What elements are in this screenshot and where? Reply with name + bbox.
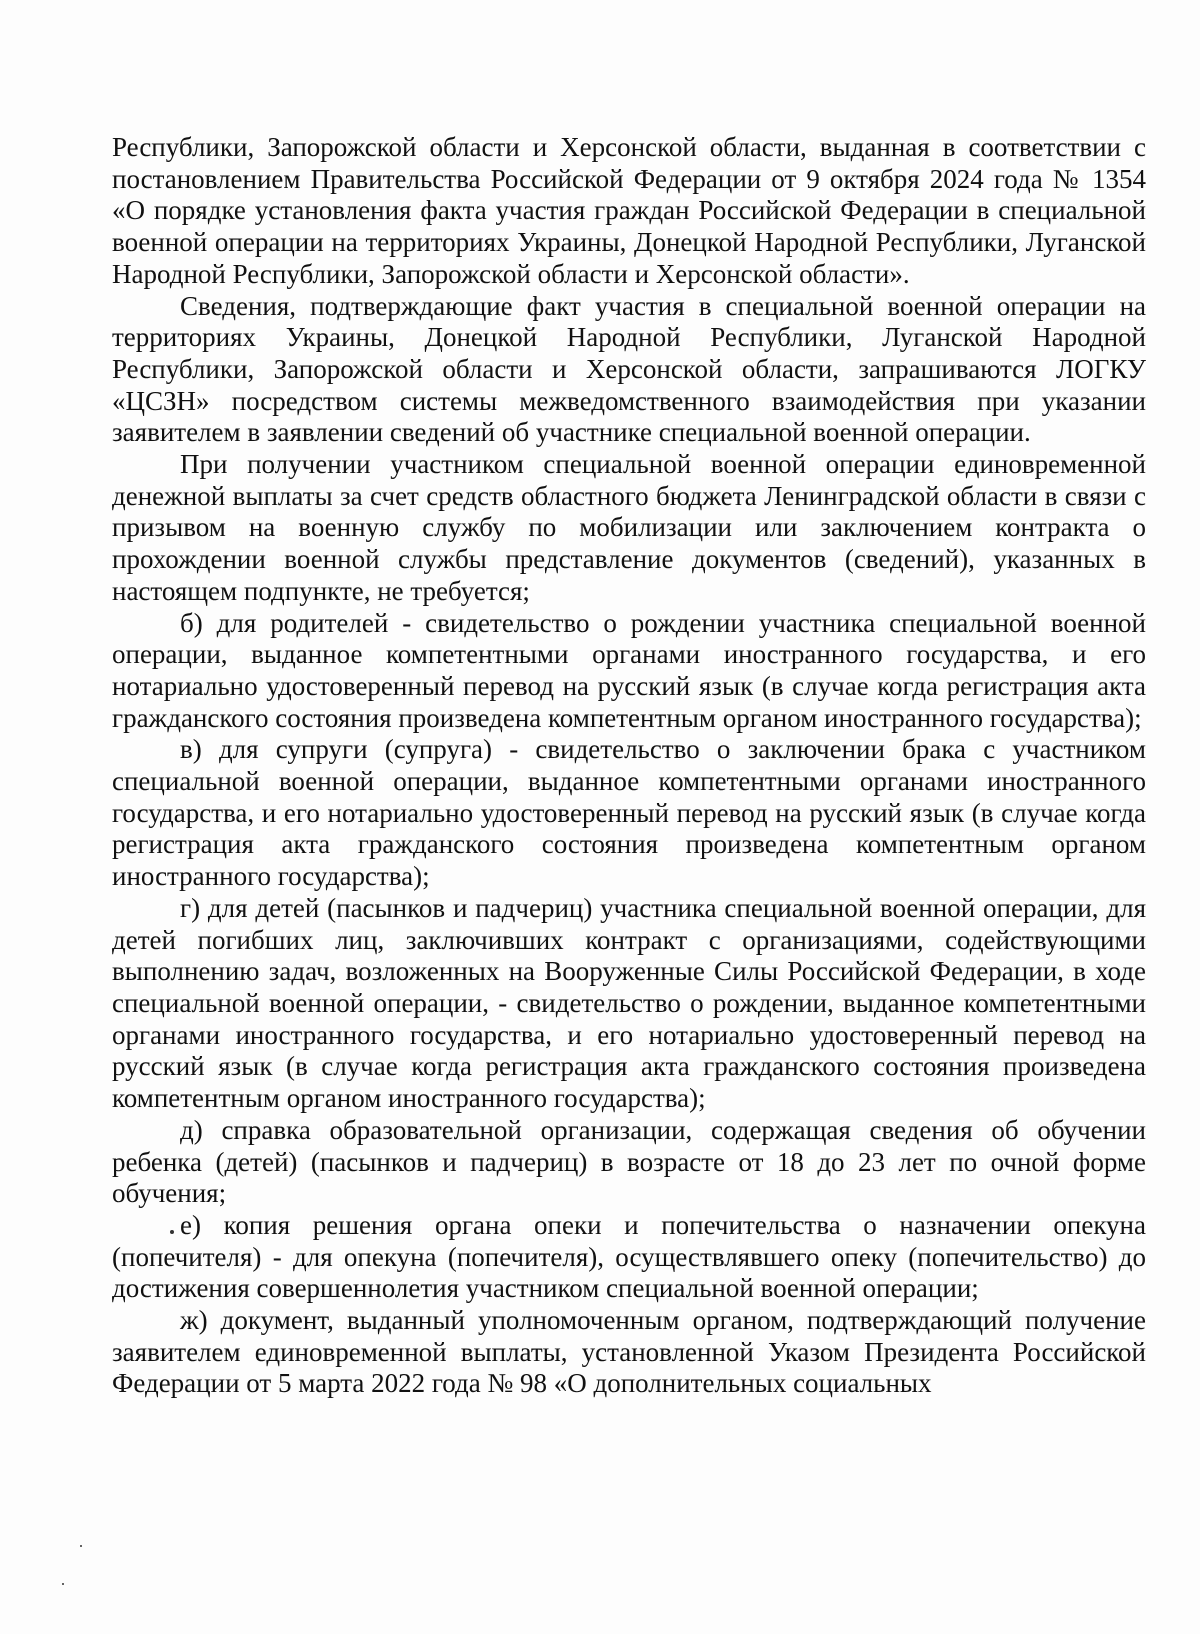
scan-speck bbox=[62, 1583, 64, 1585]
scan-speck bbox=[170, 1230, 174, 1234]
paragraph-item-g: г) для детей (пасынков и падчериц) участника специальной военной операции, для детей погибших лиц, заключивших контракт с организациями, содействующими выполнению задач, возложенных на Вооруженные Силы Российской Федерации, в ходе специальной военной операции, - свидетельство о рождении, выданное компетентными органами иностранного государства, и его нотариально удостоверенный перевод на русский язык (в случае когда регистрация акта гражданского состояния произведена компетентным органом иностранного государства); bbox=[112, 892, 1146, 1114]
paragraph-item-b: б) для родителей - свидетельство о рождении участника специальной военной операции, выданное компетентными органами иностранного государства, и его нотариально удостоверенный перевод на русский язык (в случае когда регистрация акта гражданского состояния произведена компетентным органом иностранного государства); bbox=[112, 607, 1146, 733]
scan-speck bbox=[80, 1545, 82, 1547]
paragraph-item-v: в) для супруги (супруга) - свидетельство о заключении брака с участником специальной военной операции, выданное компетентными органами иностранного государства, и его нотариально удостоверенный перевод на русский язык (в случае когда регистрация акта гражданского состояния произведена компетентным органом иностранного государства); bbox=[112, 734, 1146, 892]
paragraph-continuation: Республики, Запорожской области и Херсонской области, выданная в соответствии с постановлением Правительства Российской Федерации от 9 октября 2024 года № 1354 «О порядке установления факта участия граждан Российской Федерации в специальной военной операции на территориях Украины, Донецкой Народной Республики, Луганской Народной Республики, Запорожской области и Херсонской области». bbox=[112, 132, 1146, 289]
paragraph-pri-poluchenii: При получении участником специальной военной операции единовременной денежной выплаты за счет средств областного бюджета Ленинградской области в связи с призывом на военную службу по мобилизации или заключением контракта о прохождении военной службы представление документов (сведений), указанных в настоящем подпункте, не требуется; bbox=[112, 449, 1146, 606]
paragraph-item-zh: ж) документ, выданный уполномоченным органом, подтверждающий получение заявителем единовременной выплаты, установленной Указом Президента Российской Федерации от 5 марта 2022 года № 98 «О дополнительных социальных bbox=[112, 1305, 1146, 1399]
paragraph-item-e: е) копия решения органа опеки и попечительства о назначении опекуна (попечителя) - для опекуна (попечителя), осуществлявшего опеку (попечительство) до достижения совершеннолетия участником специальной военной операции; bbox=[112, 1209, 1146, 1304]
paragraph-item-d: д) справка образовательной организации, содержащая сведения об обучении ребенка (детей) (пасынков и падчериц) в возрасте от 18 до 23 лет по очной форме обучения; bbox=[112, 1114, 1146, 1209]
paragraph-svedeniya: Сведения, подтверждающие факт участия в специальной военной операции на территориях Украины, Донецкой Народной Республики, Луганской Народной Республики, Запорожской области и Херсонской области, запрашиваются ЛОГКУ «ЦСЗН» посредством системы межведомственного взаимодействия при указании заявителем в заявлении сведений об участнике специальной военной операции. bbox=[112, 290, 1146, 448]
document-body bbox=[112, 132, 1146, 1400]
